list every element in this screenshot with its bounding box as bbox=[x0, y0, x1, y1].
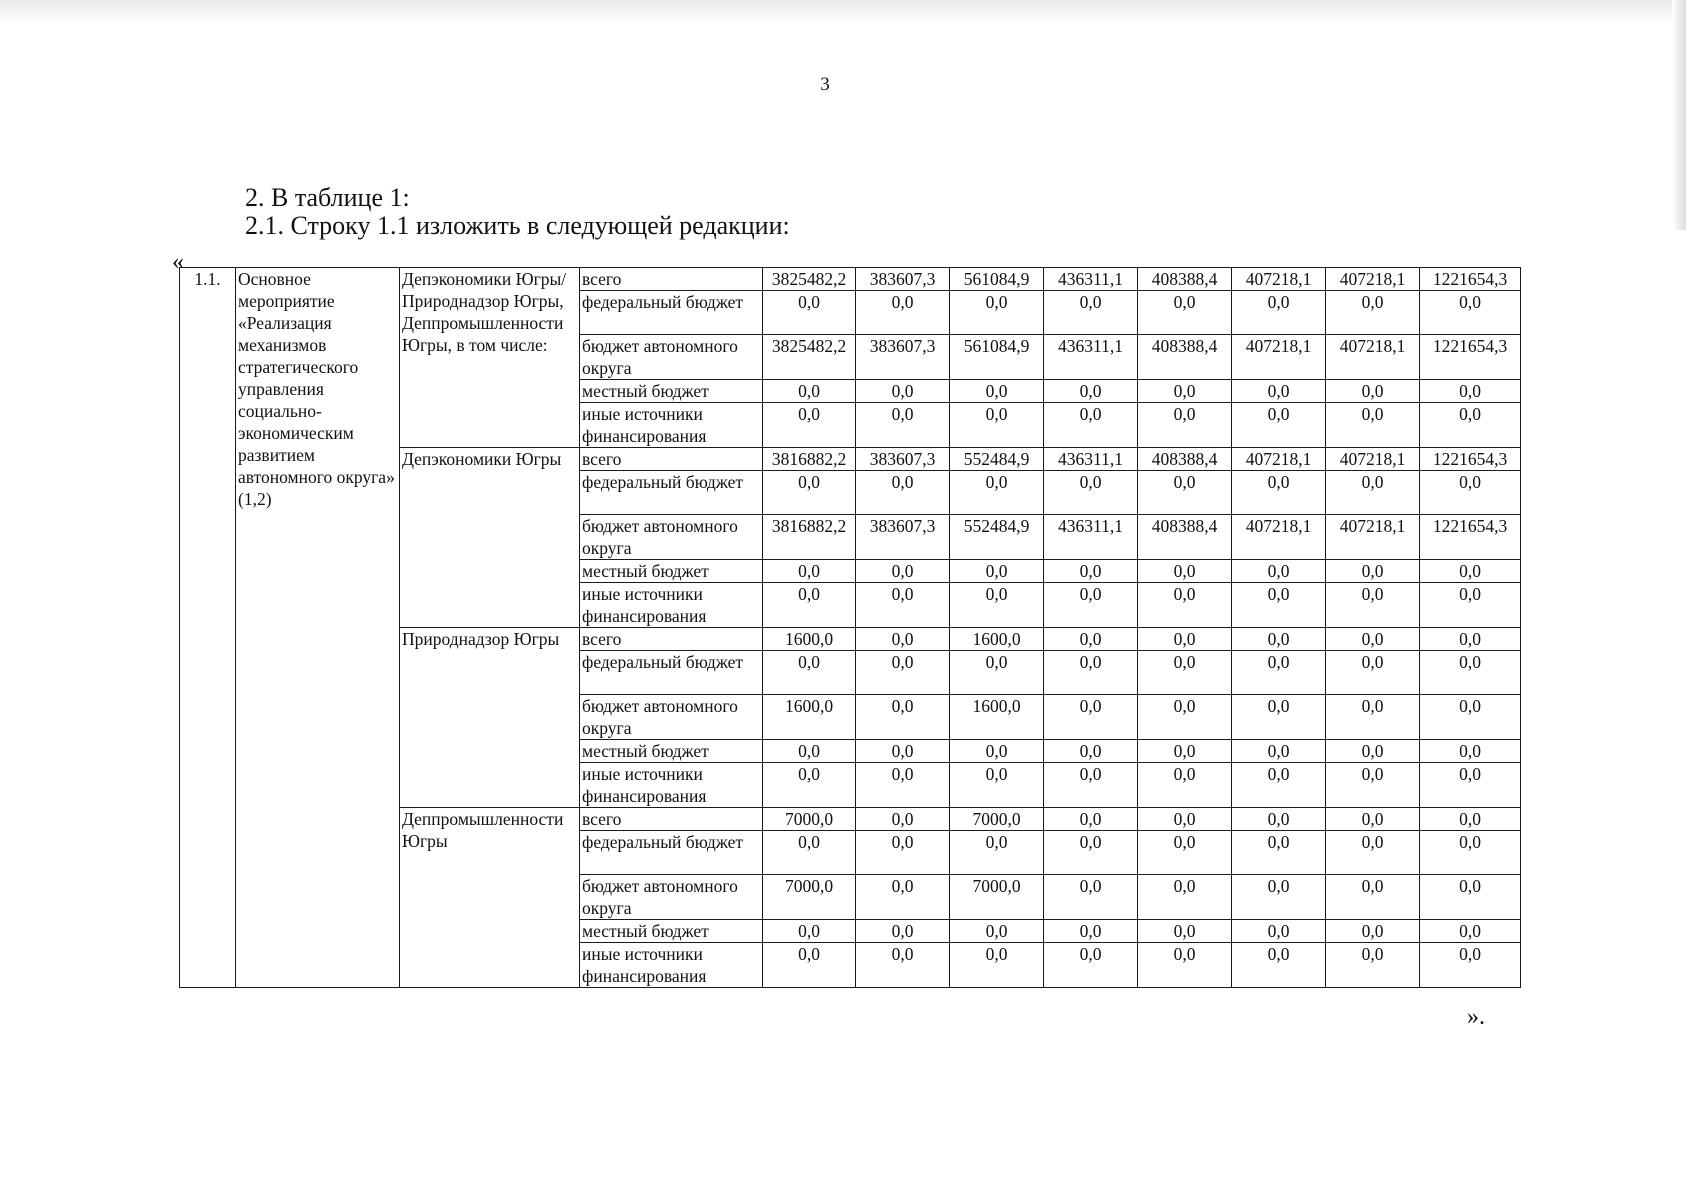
amount-cell: 0,0 bbox=[950, 740, 1044, 763]
amount-cell: 407218,1 bbox=[1232, 268, 1326, 291]
amount-cell: 0,0 bbox=[950, 583, 1044, 628]
amount-cell: 1600,0 bbox=[763, 695, 856, 740]
funding-source-cell: федеральный бюджет bbox=[580, 471, 763, 515]
amount-cell: 407218,1 bbox=[1326, 335, 1420, 380]
amount-cell: 0,0 bbox=[856, 831, 950, 875]
amount-cell: 0,0 bbox=[950, 560, 1044, 583]
amount-cell: 0,0 bbox=[1044, 651, 1138, 695]
funding-source-cell: местный бюджет bbox=[580, 920, 763, 943]
amount-cell: 0,0 bbox=[1420, 875, 1521, 920]
amount-cell: 0,0 bbox=[1232, 628, 1326, 651]
amount-cell: 407218,1 bbox=[1232, 515, 1326, 560]
amount-cell: 0,0 bbox=[1420, 560, 1521, 583]
amount-cell: 0,0 bbox=[856, 808, 950, 831]
amount-cell: 0,0 bbox=[1232, 560, 1326, 583]
amount-cell: 561084,9 bbox=[950, 268, 1044, 291]
amount-cell: 408388,4 bbox=[1138, 335, 1232, 380]
amount-cell: 0,0 bbox=[856, 651, 950, 695]
amount-cell: 0,0 bbox=[763, 831, 856, 875]
amount-cell: 0,0 bbox=[1232, 583, 1326, 628]
amount-cell: 407218,1 bbox=[1326, 515, 1420, 560]
amount-cell: 3825482,2 bbox=[763, 268, 856, 291]
amount-cell: 0,0 bbox=[1326, 875, 1420, 920]
heading-table-reference: 2. В таблице 1: bbox=[245, 183, 410, 212]
amount-cell: 0,0 bbox=[1044, 920, 1138, 943]
funding-source-cell: федеральный бюджет bbox=[580, 291, 763, 335]
amount-cell: 1221654,3 bbox=[1420, 268, 1521, 291]
amount-cell: 408388,4 bbox=[1138, 515, 1232, 560]
table-row bbox=[180, 268, 1521, 291]
opening-quote: « bbox=[172, 249, 184, 275]
funding-source-cell: всего bbox=[580, 628, 763, 651]
amount-cell: 407218,1 bbox=[1326, 268, 1420, 291]
amount-cell: 0,0 bbox=[1420, 628, 1521, 651]
amount-cell: 0,0 bbox=[1326, 943, 1420, 988]
amount-cell: 0,0 bbox=[1420, 943, 1521, 988]
funding-source-cell: местный бюджет bbox=[580, 560, 763, 583]
amount-cell: 0,0 bbox=[1232, 831, 1326, 875]
amount-cell: 408388,4 bbox=[1138, 448, 1232, 471]
amount-cell: 0,0 bbox=[1138, 831, 1232, 875]
amount-cell: 3816882,2 bbox=[763, 515, 856, 560]
executor-cell: Депэкономики Югры bbox=[400, 448, 580, 628]
amount-cell: 0,0 bbox=[1326, 583, 1420, 628]
amount-cell: 0,0 bbox=[1420, 831, 1521, 875]
row-index: 1.1. bbox=[180, 268, 236, 988]
amount-cell: 0,0 bbox=[1044, 831, 1138, 875]
amount-cell: 0,0 bbox=[1138, 920, 1232, 943]
funding-source-cell: всего bbox=[580, 448, 763, 471]
funding-source-cell: иные источники финансирования bbox=[580, 583, 763, 628]
amount-cell: 0,0 bbox=[763, 471, 856, 515]
amount-cell: 383607,3 bbox=[856, 515, 950, 560]
amount-cell: 0,0 bbox=[1420, 471, 1521, 515]
amount-cell: 1221654,3 bbox=[1420, 335, 1521, 380]
amount-cell: 0,0 bbox=[856, 920, 950, 943]
amount-cell: 0,0 bbox=[1326, 831, 1420, 875]
amount-cell: 407218,1 bbox=[1232, 448, 1326, 471]
amount-cell: 0,0 bbox=[1420, 291, 1521, 335]
amount-cell: 0,0 bbox=[1232, 471, 1326, 515]
scan-edge-top bbox=[0, 0, 1686, 26]
amount-cell: 0,0 bbox=[1232, 763, 1326, 808]
amount-cell: 0,0 bbox=[1044, 471, 1138, 515]
amount-cell: 0,0 bbox=[1326, 808, 1420, 831]
amount-cell: 0,0 bbox=[1232, 875, 1326, 920]
amount-cell: 0,0 bbox=[950, 291, 1044, 335]
amount-cell: 0,0 bbox=[1044, 763, 1138, 808]
funding-source-cell: местный бюджет bbox=[580, 740, 763, 763]
amount-cell: 0,0 bbox=[1420, 583, 1521, 628]
amount-cell: 0,0 bbox=[1326, 403, 1420, 448]
heading-amendment-instruction: 2.1. Строку 1.1 изложить в следующей редакции: bbox=[245, 211, 790, 240]
amount-cell: 383607,3 bbox=[856, 268, 950, 291]
amount-cell: 0,0 bbox=[1420, 695, 1521, 740]
amount-cell: 407218,1 bbox=[1232, 335, 1326, 380]
amount-cell: 0,0 bbox=[1138, 583, 1232, 628]
amount-cell: 0,0 bbox=[1420, 763, 1521, 808]
amount-cell: 0,0 bbox=[1420, 740, 1521, 763]
amount-cell: 436311,1 bbox=[1044, 268, 1138, 291]
amount-cell: 0,0 bbox=[856, 763, 950, 808]
amount-cell: 383607,3 bbox=[856, 448, 950, 471]
amount-cell: 0,0 bbox=[1232, 380, 1326, 403]
amount-cell: 0,0 bbox=[1232, 403, 1326, 448]
amount-cell: 0,0 bbox=[1044, 875, 1138, 920]
closing-quote: ». bbox=[1467, 1004, 1485, 1030]
amount-cell: 552484,9 bbox=[950, 448, 1044, 471]
amount-cell: 0,0 bbox=[1420, 651, 1521, 695]
amount-cell: 0,0 bbox=[856, 471, 950, 515]
amount-cell: 0,0 bbox=[950, 471, 1044, 515]
amount-cell: 0,0 bbox=[1138, 943, 1232, 988]
funding-source-cell: бюджет автономного округа bbox=[580, 335, 763, 380]
amount-cell: 0,0 bbox=[950, 651, 1044, 695]
funding-source-cell: иные источники финансирования bbox=[580, 943, 763, 988]
amount-cell: 0,0 bbox=[1420, 380, 1521, 403]
amount-cell: 552484,9 bbox=[950, 515, 1044, 560]
amount-cell: 7000,0 bbox=[950, 875, 1044, 920]
funding-source-cell: иные источники финансирования bbox=[580, 763, 763, 808]
amount-cell: 0,0 bbox=[1232, 943, 1326, 988]
amount-cell: 0,0 bbox=[763, 651, 856, 695]
amount-cell: 0,0 bbox=[950, 380, 1044, 403]
amount-cell: 436311,1 bbox=[1044, 335, 1138, 380]
amount-cell: 0,0 bbox=[1232, 920, 1326, 943]
amount-cell: 0,0 bbox=[763, 380, 856, 403]
amount-cell: 0,0 bbox=[856, 560, 950, 583]
executor-cell: Деппромышленности Югры bbox=[400, 808, 580, 988]
amount-cell: 1600,0 bbox=[950, 695, 1044, 740]
amendment-table bbox=[179, 267, 1521, 988]
amount-cell: 1221654,3 bbox=[1420, 448, 1521, 471]
funding-source-cell: всего bbox=[580, 268, 763, 291]
amount-cell: 0,0 bbox=[856, 380, 950, 403]
amount-cell: 0,0 bbox=[763, 763, 856, 808]
amount-cell: 0,0 bbox=[763, 560, 856, 583]
amount-cell: 0,0 bbox=[856, 695, 950, 740]
amount-cell: 0,0 bbox=[1326, 560, 1420, 583]
amount-cell: 0,0 bbox=[763, 403, 856, 448]
funding-source-cell: федеральный бюджет bbox=[580, 651, 763, 695]
funding-source-cell: бюджет автономного округа bbox=[580, 515, 763, 560]
executor-cell: Природнадзор Югры bbox=[400, 628, 580, 808]
amount-cell: 0,0 bbox=[1138, 291, 1232, 335]
amount-cell: 0,0 bbox=[1044, 808, 1138, 831]
amount-cell: 0,0 bbox=[856, 583, 950, 628]
amount-cell: 0,0 bbox=[1044, 403, 1138, 448]
amount-cell: 0,0 bbox=[950, 920, 1044, 943]
amount-cell: 0,0 bbox=[856, 875, 950, 920]
amount-cell: 407218,1 bbox=[1326, 448, 1420, 471]
page-number: 3 bbox=[820, 74, 830, 95]
amount-cell: 0,0 bbox=[1138, 403, 1232, 448]
amount-cell: 383607,3 bbox=[856, 335, 950, 380]
amount-cell: 3825482,2 bbox=[763, 335, 856, 380]
amount-cell: 0,0 bbox=[856, 943, 950, 988]
amount-cell: 0,0 bbox=[1044, 740, 1138, 763]
scan-edge-right bbox=[1672, 0, 1686, 230]
amount-cell: 0,0 bbox=[1232, 808, 1326, 831]
amount-cell: 0,0 bbox=[1138, 740, 1232, 763]
amount-cell: 0,0 bbox=[1420, 403, 1521, 448]
amount-cell: 408388,4 bbox=[1138, 268, 1232, 291]
funding-source-cell: иные источники финансирования bbox=[580, 403, 763, 448]
amount-cell: 0,0 bbox=[763, 920, 856, 943]
amount-cell: 0,0 bbox=[1326, 651, 1420, 695]
amount-cell: 0,0 bbox=[1138, 471, 1232, 515]
funding-source-cell: всего bbox=[580, 808, 763, 831]
amount-cell: 0,0 bbox=[1420, 920, 1521, 943]
funding-source-cell: федеральный бюджет bbox=[580, 831, 763, 875]
funding-source-cell: бюджет автономного округа bbox=[580, 875, 763, 920]
amount-cell: 0,0 bbox=[763, 291, 856, 335]
amount-cell: 0,0 bbox=[1044, 560, 1138, 583]
amount-cell: 0,0 bbox=[856, 628, 950, 651]
amount-cell: 0,0 bbox=[1326, 740, 1420, 763]
amount-cell: 0,0 bbox=[1138, 651, 1232, 695]
amount-cell: 0,0 bbox=[1326, 920, 1420, 943]
amount-cell: 0,0 bbox=[950, 831, 1044, 875]
amount-cell: 0,0 bbox=[950, 763, 1044, 808]
amount-cell: 7000,0 bbox=[763, 808, 856, 831]
amount-cell: 0,0 bbox=[1326, 471, 1420, 515]
amount-cell: 0,0 bbox=[950, 943, 1044, 988]
amount-cell: 1600,0 bbox=[950, 628, 1044, 651]
amount-cell: 1600,0 bbox=[763, 628, 856, 651]
amount-cell: 0,0 bbox=[1326, 763, 1420, 808]
amount-cell: 0,0 bbox=[763, 740, 856, 763]
funding-source-cell: местный бюджет bbox=[580, 380, 763, 403]
amount-cell: 0,0 bbox=[1326, 695, 1420, 740]
amount-cell: 0,0 bbox=[1138, 695, 1232, 740]
amount-cell: 0,0 bbox=[1138, 380, 1232, 403]
amount-cell: 0,0 bbox=[1232, 651, 1326, 695]
amount-cell: 0,0 bbox=[1138, 875, 1232, 920]
amount-cell: 0,0 bbox=[1326, 291, 1420, 335]
amount-cell: 0,0 bbox=[856, 740, 950, 763]
amount-cell: 0,0 bbox=[1044, 583, 1138, 628]
amount-cell: 0,0 bbox=[856, 291, 950, 335]
amount-cell: 0,0 bbox=[1138, 560, 1232, 583]
amount-cell: 7000,0 bbox=[763, 875, 856, 920]
amount-cell: 0,0 bbox=[1044, 380, 1138, 403]
amount-cell: 0,0 bbox=[1044, 695, 1138, 740]
amount-cell: 0,0 bbox=[950, 403, 1044, 448]
amount-cell: 0,0 bbox=[1232, 740, 1326, 763]
amount-cell: 0,0 bbox=[1420, 808, 1521, 831]
amount-cell: 0,0 bbox=[1326, 628, 1420, 651]
amount-cell: 0,0 bbox=[763, 583, 856, 628]
executor-cell: Депэкономики Югры/Природнадзор Югры, Деппромышленности Югры, в том числе: bbox=[400, 268, 580, 448]
amount-cell: 0,0 bbox=[856, 403, 950, 448]
amount-cell: 436311,1 bbox=[1044, 515, 1138, 560]
amount-cell: 561084,9 bbox=[950, 335, 1044, 380]
amount-cell: 1221654,3 bbox=[1420, 515, 1521, 560]
amount-cell: 0,0 bbox=[1138, 763, 1232, 808]
amount-cell: 0,0 bbox=[1138, 808, 1232, 831]
amount-cell: 0,0 bbox=[1044, 943, 1138, 988]
amount-cell: 0,0 bbox=[1326, 380, 1420, 403]
amount-cell: 0,0 bbox=[763, 943, 856, 988]
amount-cell: 0,0 bbox=[1044, 628, 1138, 651]
amount-cell: 0,0 bbox=[1044, 291, 1138, 335]
amount-cell: 436311,1 bbox=[1044, 448, 1138, 471]
funding-source-cell: бюджет автономного округа bbox=[580, 695, 763, 740]
amount-cell: 0,0 bbox=[1138, 628, 1232, 651]
amount-cell: 7000,0 bbox=[950, 808, 1044, 831]
activity-title: Основное мероприятие «Реализация механизмов стратегического управления социально-экономическим развитием автономного округа» (1,2) bbox=[236, 268, 400, 988]
amount-cell: 0,0 bbox=[1232, 291, 1326, 335]
amount-cell: 0,0 bbox=[1232, 695, 1326, 740]
amount-cell: 3816882,2 bbox=[763, 448, 856, 471]
